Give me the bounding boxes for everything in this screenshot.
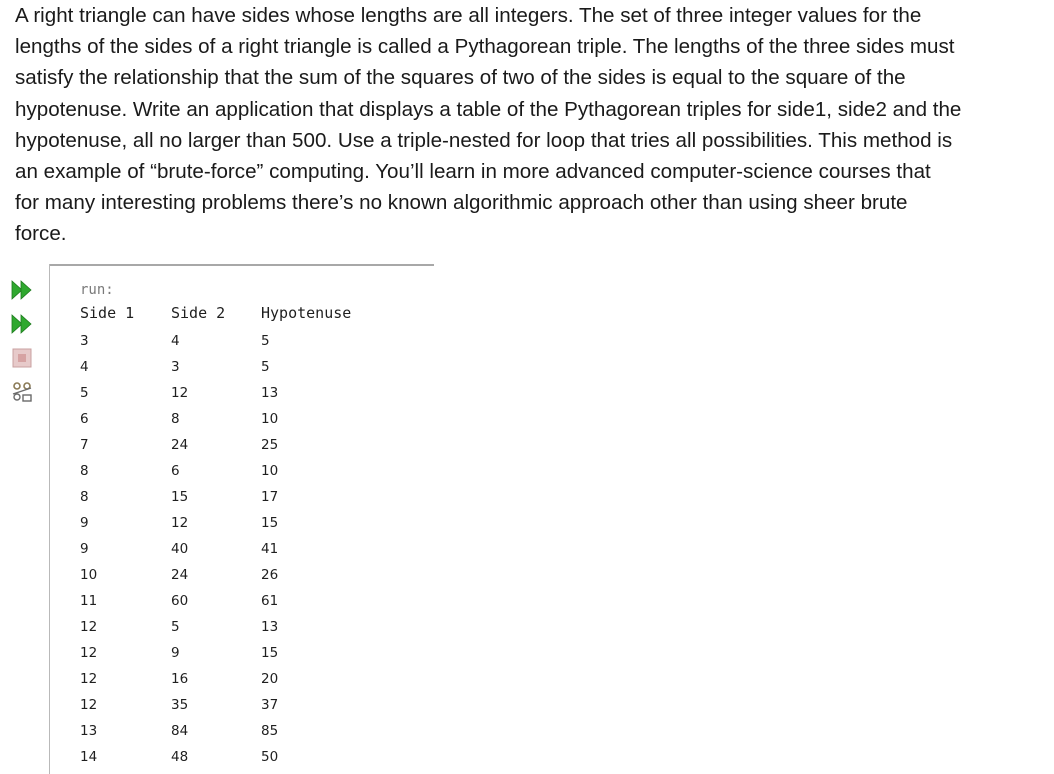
output-console [0, 264, 434, 774]
hypotenuse-cell: 13 [261, 619, 279, 635]
table-row [80, 588, 410, 614]
stop-icon[interactable] [10, 346, 34, 370]
side2-cell: 24 [171, 567, 189, 583]
problem-statement [15, 0, 1045, 250]
side1-cell: 13 [80, 723, 98, 739]
side1-cell: 8 [80, 489, 89, 505]
header-hypotenuse: Hypotenuse [261, 304, 352, 322]
hypotenuse-cell: 20 [261, 671, 279, 687]
side1-cell: 12 [80, 697, 98, 713]
toolbar-divider [49, 264, 50, 774]
side1-cell: 12 [80, 671, 98, 687]
table-row [80, 744, 410, 770]
table-row [80, 380, 410, 406]
side1-cell: 9 [80, 515, 89, 531]
side2-cell: 8 [171, 411, 180, 427]
side1-cell: 3 [80, 333, 89, 349]
table-row [80, 354, 410, 380]
problem-line-3: satisfy the relationship that the sum of the squares of two of the sides is equal to the square of the [15, 66, 906, 90]
problem-line-5: hypotenuse, all no larger than 500. Use a triple-nested for loop that tries all possibilities. This method is [15, 128, 953, 152]
side2-cell: 35 [171, 697, 189, 713]
table-row [80, 536, 410, 562]
hypotenuse-cell: 15 [261, 645, 279, 661]
table-row [80, 328, 410, 354]
side2-cell: 3 [171, 359, 180, 375]
problem-line-2: lengths of the sides of a right triangle is called a Pythagorean triple. The lengths of the three sides must [15, 35, 955, 59]
table-row [80, 614, 410, 640]
header-side1: Side 1 [80, 304, 135, 322]
side2-cell: 6 [171, 463, 180, 479]
console-toolbar [0, 264, 40, 774]
side2-cell: 60 [171, 593, 189, 609]
table-row [80, 562, 410, 588]
problem-line-1: A right triangle can have sides whose lengths are all integers. The set of three integer values for the [15, 4, 922, 27]
table-row [80, 406, 410, 432]
side1-cell: 4 [80, 359, 89, 375]
table-row [80, 640, 410, 666]
side2-cell: 12 [171, 385, 189, 401]
side2-cell: 9 [171, 645, 180, 661]
hypotenuse-cell: 10 [261, 463, 279, 479]
side1-cell: 12 [80, 645, 98, 661]
side2-cell: 5 [171, 619, 180, 635]
side2-cell: 48 [171, 749, 189, 765]
hypotenuse-cell: 17 [261, 489, 279, 505]
hypotenuse-cell: 26 [261, 567, 279, 583]
table-row [80, 432, 410, 458]
hypotenuse-cell: 41 [261, 541, 279, 557]
table-row [80, 692, 410, 718]
hypotenuse-cell: 37 [261, 697, 279, 713]
header-side2: Side 2 [171, 304, 226, 322]
side2-cell: 4 [171, 333, 180, 349]
hypotenuse-cell: 25 [261, 437, 279, 453]
table-row [80, 510, 410, 536]
run-label: run: [80, 282, 114, 298]
side2-cell: 84 [171, 723, 189, 739]
side1-cell: 6 [80, 411, 89, 427]
rerun-icon[interactable] [10, 278, 34, 302]
hypotenuse-cell: 61 [261, 593, 279, 609]
table-row [80, 718, 410, 744]
table-row [80, 484, 410, 510]
side1-cell: 5 [80, 385, 89, 401]
problem-line-8: force. [15, 222, 67, 246]
side1-cell: 8 [80, 463, 89, 479]
side1-cell: 14 [80, 749, 98, 765]
problem-line-7: for many interesting problems there’s no known algorithmic approach other than using sheer brute [15, 191, 908, 215]
hypotenuse-cell: 10 [261, 411, 279, 427]
side2-cell: 24 [171, 437, 189, 453]
console-top-border [50, 264, 434, 266]
side2-cell: 12 [171, 515, 189, 531]
side1-cell: 12 [80, 619, 98, 635]
hypotenuse-cell: 50 [261, 749, 279, 765]
side2-cell: 16 [171, 671, 189, 687]
table-row [80, 458, 410, 484]
hypotenuse-cell: 5 [261, 359, 270, 375]
clear-output-icon[interactable] [10, 380, 34, 404]
problem-line-4: hypotenuse. Write an application that displays a table of the Pythagorean triples for side1, side2 and the [15, 97, 962, 121]
table-row [80, 666, 410, 692]
problem-line-6: an example of “brute-force” computing. You’ll learn in more advanced computer-science courses that [15, 160, 931, 184]
rerun-with-options-icon[interactable] [10, 312, 34, 336]
side2-cell: 15 [171, 489, 189, 505]
side1-cell: 9 [80, 541, 89, 557]
side1-cell: 7 [80, 437, 89, 453]
hypotenuse-cell: 13 [261, 385, 279, 401]
side2-cell: 40 [171, 541, 189, 557]
hypotenuse-cell: 15 [261, 515, 279, 531]
hypotenuse-cell: 5 [261, 333, 270, 349]
side1-cell: 11 [80, 593, 98, 609]
side1-cell: 10 [80, 567, 98, 583]
hypotenuse-cell: 85 [261, 723, 279, 739]
